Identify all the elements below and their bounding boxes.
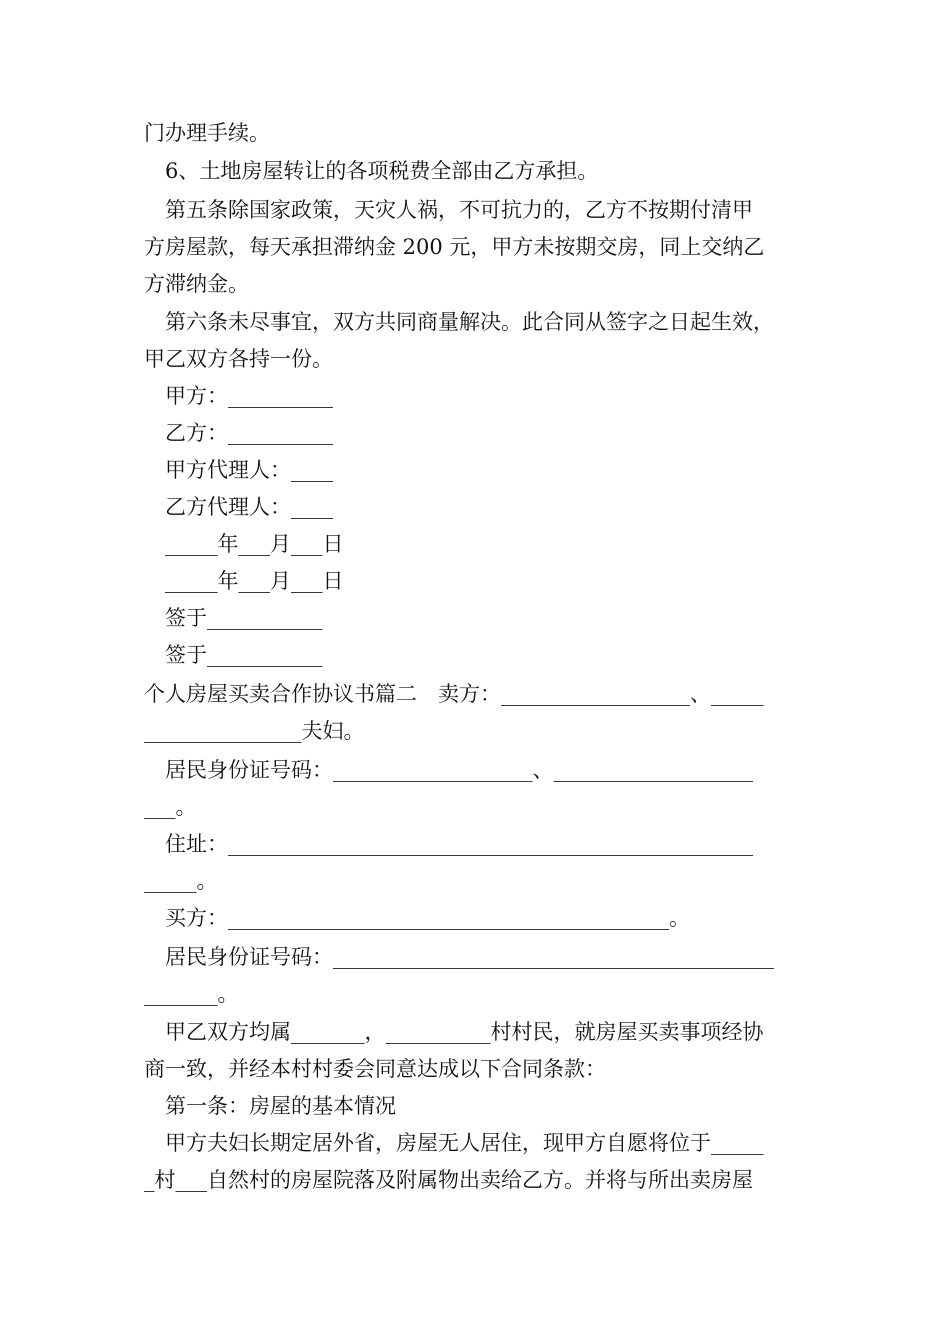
text-line: _____。 <box>144 869 218 893</box>
text-line: 商一致，并经本村村委会同意达成以下合同条款： <box>144 1057 606 1081</box>
text-line: _______________夫妇。 <box>144 719 365 743</box>
date-line: _____年___月___日 <box>165 569 344 593</box>
text-line: _村___自然村的房屋院落及附属物出卖给乙方。并将与所出卖房屋 <box>144 1168 753 1192</box>
signature-line-party-b: 乙方：__________ <box>165 421 333 445</box>
signed-at-line: 签于___________ <box>165 643 323 667</box>
text-line: 6、土地房屋转让的各项税费全部由乙方承担。 <box>165 159 599 183</box>
signature-line-party-a: 甲方：__________ <box>165 384 333 408</box>
date-line: _____年___月___日 <box>165 532 344 556</box>
text-line: 甲乙双方各持一份。 <box>144 347 333 371</box>
text-line: 第六条未尽事宜，双方共同商量解决。此合同从签字之日起生效， <box>165 310 774 334</box>
article-heading: 第一条：房屋的基本情况 <box>165 1094 396 1118</box>
text-line: 甲方夫妇长期定居外省，房屋无人居住，现甲方自愿将位于_____ <box>165 1131 764 1155</box>
agent-line-party-b: 乙方代理人：____ <box>165 495 333 519</box>
seller-id-line: 居民身份证号码：___________________、___________________ <box>165 758 753 782</box>
buyer-id-line: 居民身份证号码：__________________________________________ <box>165 945 774 969</box>
text-line: 方房屋款，每天承担滞纳金 200 元，甲方未按期交房，同上交纳乙 <box>144 235 765 259</box>
text-line: 甲乙双方均属_______，__________村村民，就房屋买卖事项经协 <box>165 1020 764 1044</box>
section-heading-line: 个人房屋买卖合作协议书篇二 卖方：__________________、_____ <box>144 682 764 706</box>
text-line: 门办理手续。 <box>144 121 270 145</box>
buyer-line: 买方：__________________________________________。 <box>165 906 690 930</box>
text-line: _______。 <box>144 982 239 1006</box>
agent-line-party-a: 甲方代理人：____ <box>165 458 333 482</box>
signed-at-line: 签于___________ <box>165 606 323 630</box>
text-line: 方滞纳金。 <box>144 272 249 296</box>
seller-address-line: 住址：__________________________________________________ <box>165 832 753 856</box>
text-line: 第五条除国家政策，天灾人祸，不可抗力的，乙方不按期付清甲 <box>165 198 753 222</box>
text-line: ___。 <box>144 795 197 819</box>
